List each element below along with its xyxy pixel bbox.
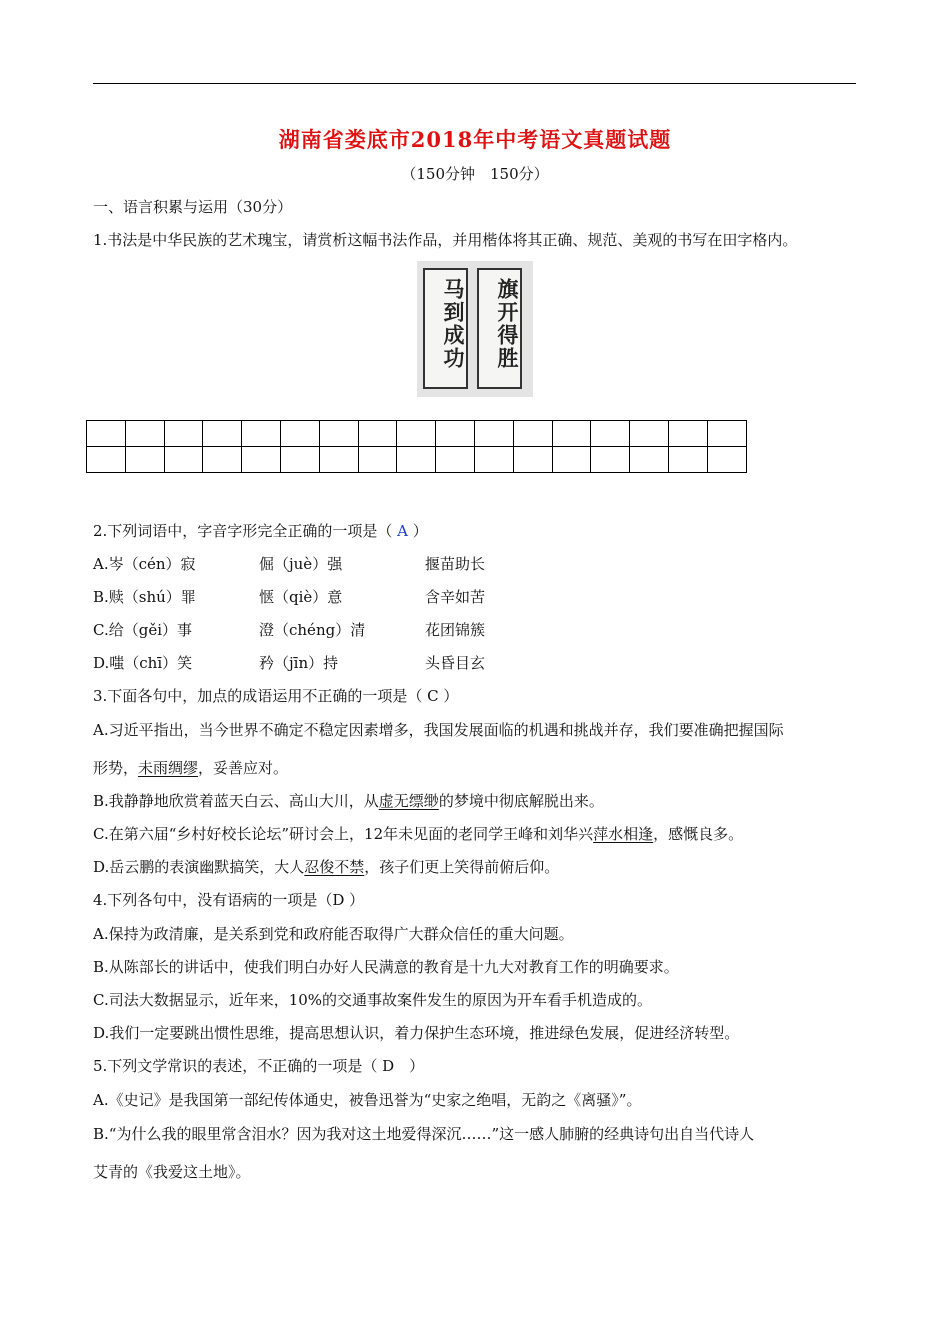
grid-cell [591, 447, 630, 473]
grid-cell [164, 447, 203, 473]
question-3-option-a-line1: A.习近平指出，当今世界不确定不稳定因素增多，我国发展面临的机遇和挑战并存，我们要准确把握国际 [93, 721, 784, 739]
grid-cell [630, 421, 669, 447]
option-d-2: 矜（jīn）持 [259, 654, 339, 672]
option-d-3: 头昏目玄 [425, 654, 486, 672]
question-4: 4.下列各句中，没有语病的一项是（D ） [93, 891, 365, 909]
question-2-stem: 2.下列词语中，字音字形完全正确的一项是（ [93, 522, 398, 540]
question-2-option-b [93, 587, 485, 607]
grid-cell [707, 447, 746, 473]
question-3-option-c [93, 824, 743, 844]
grid-row [87, 421, 747, 447]
grid-cell [591, 421, 630, 447]
question-4-option-b: B.从陈部长的讲话中，使我们明白办好人民满意的教育是十九大对教育工作的明确要求。 [93, 958, 679, 976]
q3c-pre: C.在第六届“乡村好校长论坛”研讨会上，12年未见面的老同学王峰和刘华兴 [93, 825, 594, 843]
question-4-option-d: D.我们一定要跳出惯性思维，提高思想认识，着力保护生态环境，推进绿色发展，促进经济转型。 [93, 1024, 740, 1042]
question-5-option-b-line2: 艾青的《我爱这土地》。 [93, 1163, 251, 1181]
grid-cell [280, 447, 319, 473]
question-1: 1.书法是中华民族的艺术瑰宝，请赏析这幅书法作品，并用楷体将其正确、规范、美观的书写在田字格内。 [93, 231, 798, 249]
q3a-pre: 形势， [93, 759, 139, 777]
grid-cell [668, 421, 707, 447]
question-4-option-c: C.司法大数据显示，近年来，10%的交通事故案件发生的原因为开车看手机造成的。 [93, 991, 653, 1009]
option-b-2: 惬（qiè）意 [259, 588, 343, 606]
grid-cell [242, 447, 281, 473]
option-a-2: 倔（juè）强 [259, 555, 343, 573]
option-d-1: D.嗤（chī）笑 [93, 654, 193, 672]
grid-cell [358, 421, 397, 447]
grid-row [87, 447, 747, 473]
grid-cell [203, 421, 242, 447]
page-title: 湖南省娄底市2018年中考语文真题试题 [278, 127, 672, 152]
q3a-idiom: 未雨绸缪 [138, 759, 199, 777]
calligraphy-scroll-right [477, 268, 522, 389]
grid-cell [707, 421, 746, 447]
question-5: 5.下列文学常识的表述，不正确的一项是（ D ） [93, 1057, 425, 1075]
grid-cell [668, 447, 707, 473]
grid-cell [203, 447, 242, 473]
option-b-3: 含辛如苦 [425, 588, 486, 606]
option-c-3: 花团锦簇 [425, 621, 486, 639]
grid-cell [552, 421, 591, 447]
grid-cell [397, 421, 436, 447]
question-4-option-a: A.保持为政清廉，是关系到党和政府能否取得广大群众信任的重大问题。 [93, 925, 574, 943]
grid-cell [513, 421, 552, 447]
q3b-post: 的梦境中彻底解脱出来。 [438, 792, 604, 810]
option-a-1: A.岑（cén）寂 [93, 555, 196, 573]
question-2-answer: A [397, 522, 408, 540]
grid-cell [164, 421, 203, 447]
grid-cell [436, 447, 475, 473]
q3c-idiom: 萍水相逢 [593, 825, 654, 843]
option-c-2: 澄（chéng）清 [259, 621, 366, 639]
grid-cell [319, 447, 358, 473]
calligraphy-image [417, 261, 533, 397]
question-5-option-b-line1: B.“为什么我的眼里常含泪水？因为我对这土地爱得深沉……”这一感人肺腑的经典诗句出自当代诗人 [93, 1125, 755, 1143]
page-subtitle: （150分钟 150分） [401, 165, 549, 183]
grid-cell [397, 447, 436, 473]
grid-cell [87, 447, 126, 473]
q3a-post: ，妥善应对。 [198, 759, 289, 777]
grid-cell [280, 421, 319, 447]
q3b-idiom: 虚无缥缈 [378, 792, 439, 810]
question-2-close: ） [407, 522, 428, 540]
question-2-option-c [93, 620, 485, 640]
question-3: 3.下面各句中，加点的成语运用不正确的一项是（ C ） [93, 687, 459, 705]
calligraphy-scroll-left [423, 268, 468, 389]
option-a-3: 揠苗助长 [425, 555, 486, 573]
q3d-idiom: 忍俊不禁 [304, 858, 365, 876]
grid-cell [474, 421, 513, 447]
header-rule [93, 83, 856, 84]
grid-cell [630, 447, 669, 473]
grid-cell [358, 447, 397, 473]
grid-cell [513, 447, 552, 473]
question-3-option-b [93, 791, 604, 811]
q3d-pre: D.岳云鹏的表演幽默搞笑，大人 [93, 858, 305, 876]
q3c-post: ，感慨良多。 [653, 825, 744, 843]
section-heading: 一、语言积累与运用（30分） [93, 198, 293, 216]
question-5-option-a: A.《史记》是我国第一部纪传体通史，被鲁迅誉为“史家之绝唱，无韵之《离骚》”。 [93, 1091, 642, 1109]
calligraphy-text-right: 旗开得胜 [495, 278, 520, 370]
calligraphy-text-left: 马到成功 [441, 278, 466, 370]
grid-cell [125, 447, 164, 473]
grid-cell [552, 447, 591, 473]
q3d-post: ，孩子们更上笑得前俯后仰。 [364, 858, 560, 876]
q3b-pre: B.我静静地欣赏着蓝天白云、高山大川，从 [93, 792, 379, 810]
grid-cell [125, 421, 164, 447]
option-b-1: B.赎（shú）罪 [93, 588, 196, 606]
option-c-1: C.给（gěi）事 [93, 621, 192, 639]
writing-grid [86, 420, 747, 473]
grid-cell [242, 421, 281, 447]
grid-cell [474, 447, 513, 473]
question-3-option-d [93, 857, 559, 877]
grid-cell [87, 421, 126, 447]
question-2-option-a [93, 554, 485, 574]
question-3-option-a-line2 [93, 758, 288, 778]
grid-cell [319, 421, 358, 447]
question-2 [93, 521, 428, 541]
grid-cell [436, 421, 475, 447]
question-2-option-d [93, 653, 485, 673]
